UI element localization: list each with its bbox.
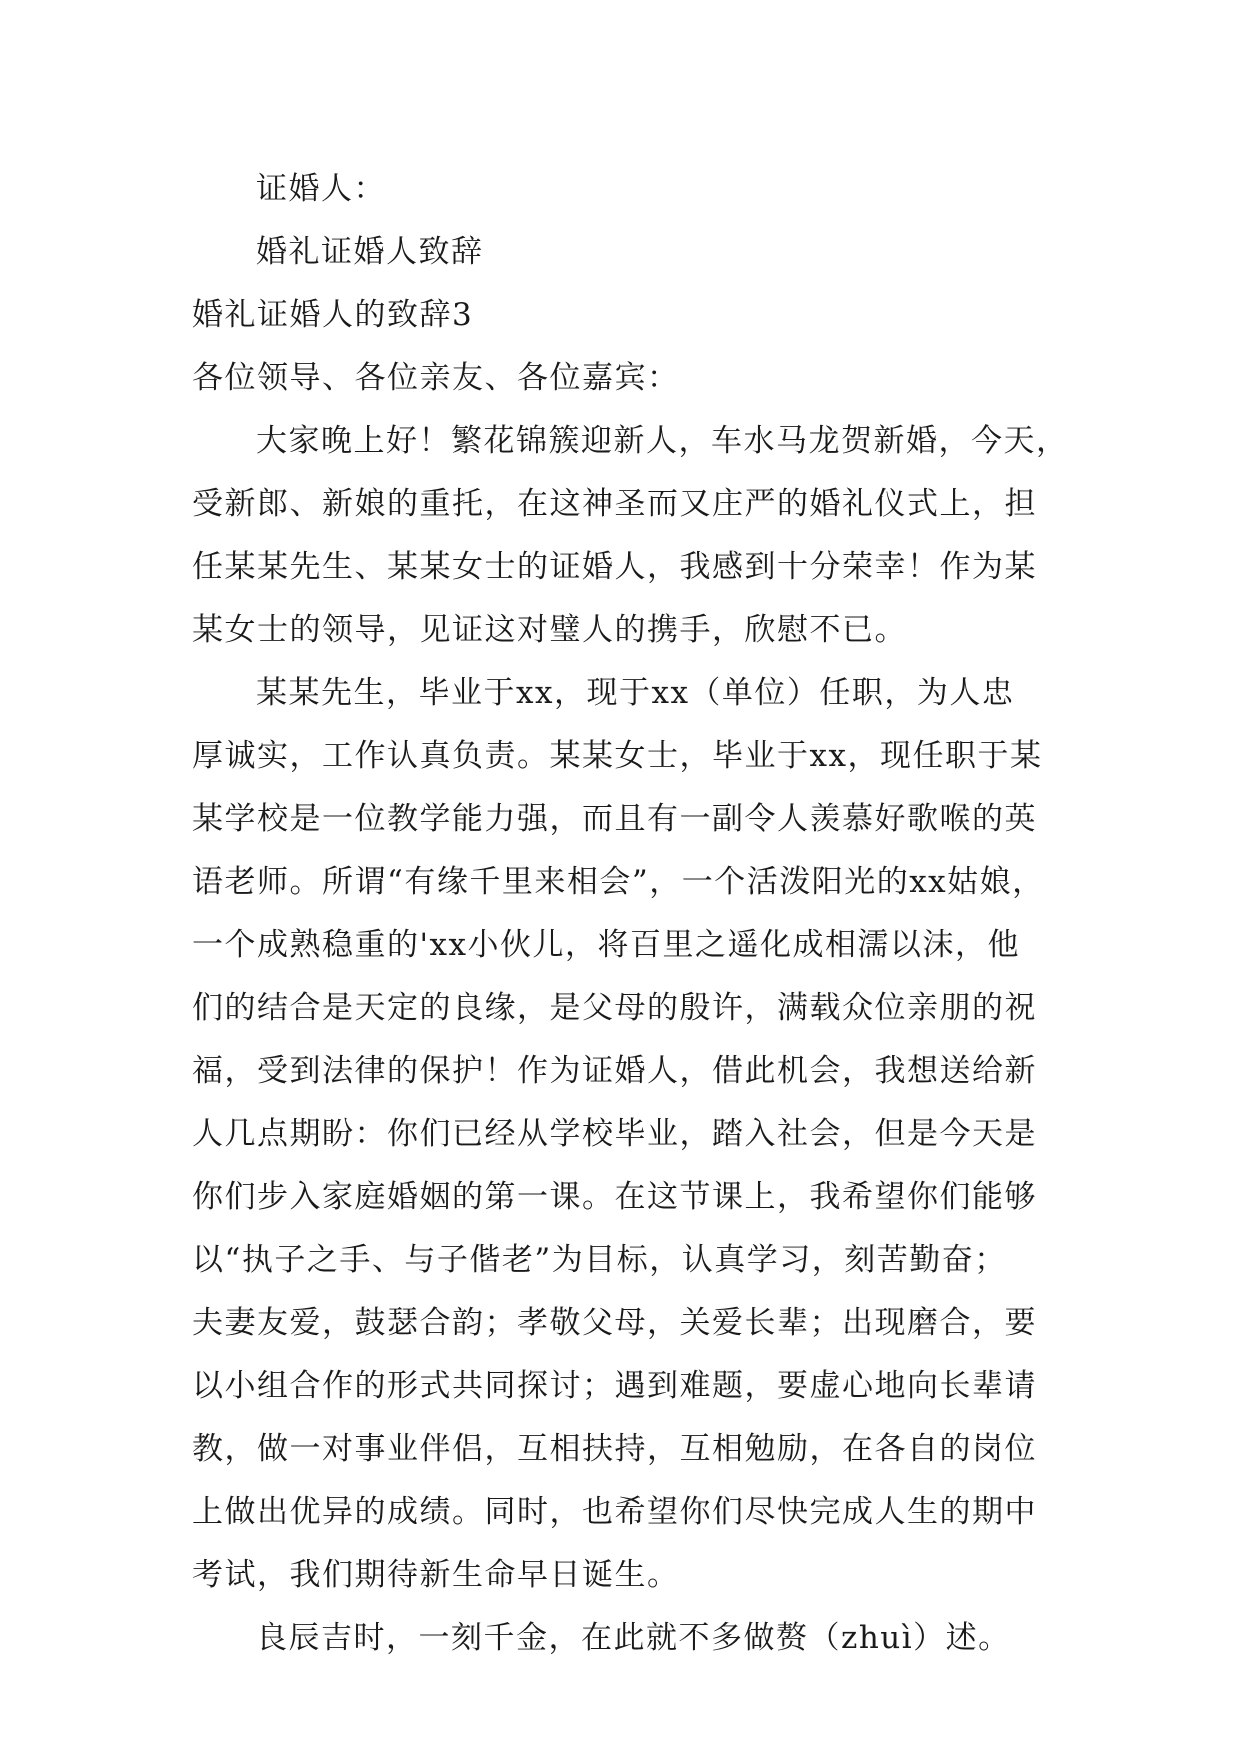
document-body [192,158,1077,1670]
paragraph-line: 夫妻友爱，鼓瑟合韵；孝敬父母，关爱长辈；出现磨合，要 [192,1305,1037,1341]
paragraph-line: 某女士的领导，见证这对璧人的携手，欣慰不已。 [192,612,907,648]
paragraph-line: 上做出优异的成绩。同时，也希望你们尽快完成人生的期中 [192,1494,1037,1530]
section-heading: 婚礼证婚人致辞 [256,234,484,270]
paragraph-line: 一个成熟稳重的'xx小伙儿，将百里之遥化成相濡以沫，他 [192,927,1020,963]
paragraph-line: 考试，我们期待新生命早日诞生。 [192,1557,680,1593]
paragraph-line: 教，做一对事业伴侣，互相扶持，互相勉励，在各自的岗位 [192,1431,1037,1467]
paragraph-line: 某某先生，毕业于xx，现于xx（单位）任职，为人忠 [256,675,1015,711]
salutation: 各位领导、各位亲友、各位嘉宾： [192,360,680,396]
paragraph-line: 以“执子之手、与子偕老”为目标，认真学习，刻苦勤奋； [192,1242,1007,1278]
paragraph-line: 任某某先生、某某女士的证婚人，我感到十分荣幸！作为某 [192,549,1037,585]
paragraph-line: 们的结合是天定的良缘，是父母的殷许，满载众位亲朋的祝 [192,990,1037,1026]
article-title: 婚礼证婚人的致辞3 [192,297,474,333]
paragraph-line: 福，受到法律的保护！作为证婚人，借此机会，我想送给新 [192,1053,1037,1089]
paragraph-line: 受新郎、新娘的重托，在这神圣而又庄严的婚礼仪式上，担 [192,486,1037,522]
closing-line: 良辰吉时，一刻千金，在此就不多做赘（zhuì）述。 [256,1620,1011,1656]
paragraph-line: 大家晚上好！繁花锦簇迎新人，车水马龙贺新婚，今天， [256,423,1069,459]
paragraph-line: 语老师。所谓“有缘千里来相会”，一个活泼阳光的xx姑娘， [192,864,1045,900]
paragraph-line: 某学校是一位教学能力强，而且有一副令人羡慕好歌喉的英 [192,801,1037,837]
signature-label: 证婚人： [256,171,386,207]
paragraph-line: 你们步入家庭婚姻的第一课。在这节课上，我希望你们能够 [192,1179,1037,1215]
paragraph-line: 以小组合作的形式共同探讨；遇到难题，要虚心地向长辈请 [192,1368,1037,1404]
paragraph-line: 人几点期盼：你们已经从学校毕业，踏入社会，但是今天是 [192,1116,1037,1152]
paragraph-line: 厚诚实，工作认真负责。某某女士，毕业于xx，现任职于某 [192,738,1043,774]
